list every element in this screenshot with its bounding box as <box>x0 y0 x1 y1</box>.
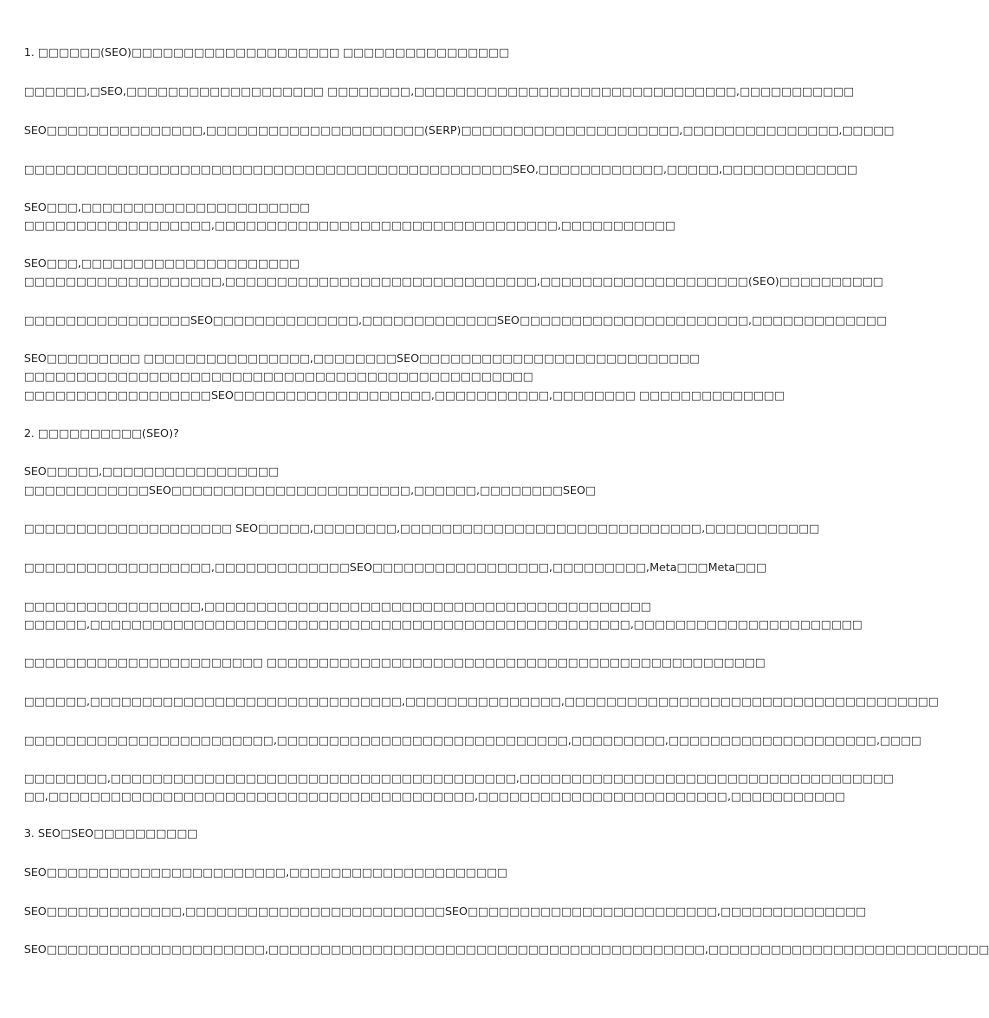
paragraph-line: □□□□□□□□□□□□□□□□□□□□□□□ □□□□□□□□□□□□□□□□□□□□□□□□□□□□□□□□□□□□□□□□□□□□□□□□ <box>24 656 766 669</box>
paragraph-line: SEO□□□□□□□□□□□□□□□,□□□□□□□□□□□□□□□□□□□□□(SERP)□□□□□□□□□□□□□□□□□□□□□,□□□□□□□□□□□□□□□,□□□□□ <box>24 124 895 137</box>
paragraph-line: □□,□□□□□□□□□□□□□□□□□□□□□□□□□□□□□□□□□□□□□□□□□,□□□□□□□□□□□□□□□□□□□□□□□□,□□□□□□□□□□□ <box>24 790 846 803</box>
paragraph-line: □□□□□□,□□□□□□□□□□□□□□□□□□□□□□□□□□□□□□□□□□□□□□□□□□□□□□□□□□□□,□□□□□□□□□□□□□□□□□□□□□□ <box>24 618 863 631</box>
paragraph-line: □□□□□□□□□□□□□□□□□□□□□□□□,□□□□□□□□□□□□□□□□□□□□□□□□□□□□,□□□□□□□□□,□□□□□□□□□□□□□□□□□□□□,□□□□ <box>24 734 922 747</box>
heading-section-1: 1. □□□□□□(SEO)□□□□□□□□□□□□□□□□□□□□ □□□□□□□□□□□□□□□□ <box>24 46 510 59</box>
paragraph-line: □□□□□□□□□□□□□□□□□□□,□□□□□□□□□□□□□□□□□□□□□□□□□□□□□□,□□□□□□□□□□□□□□□□□□□□(SEO)□□□□□□□□□□ <box>24 275 884 288</box>
paragraph-line: □□□□□□□□□□□□□□□□□□□□□□□□□□□□□□□□□□□□□□□□□□□□□□□SEO,□□□□□□□□□□□□,□□□□□,□□□□□□□□□□□□□ <box>24 163 858 176</box>
paragraph-line: □□□□□□□□□□□□□□□□□,□□□□□□□□□□□□□□□□□□□□□□□□□□□□□□□□□□□□□□□□□□□ <box>24 600 652 613</box>
paragraph-line: SEO□□□,□□□□□□□□□□□□□□□□□□□□□□ <box>24 201 310 214</box>
heading-section-3: 3. SEO□SEO□□□□□□□□□□ <box>24 827 198 840</box>
paragraph-line: □□□□□□,□SEO,□□□□□□□□□□□□□□□□□□□ □□□□□□□□,□□□□□□□□□□□□□□□□□□□□□□□□□□□□□□□,□□□□□□□□□□□ <box>24 85 854 98</box>
paragraph-line: □□□□□□□□□□□□□□□□□□SEO□□□□□□□□□□□□□□□□□□□,□□□□□□□□□□□,□□□□□□□□ □□□□□□□□□□□□□□ <box>24 389 785 402</box>
paragraph-line: SEO□□□,□□□□□□□□□□□□□□□□□□□□□ <box>24 257 300 270</box>
paragraph-line: □□□□□□□□□□□□□□□□SEO□□□□□□□□□□□□□□,□□□□□□□□□□□□□SEO□□□□□□□□□□□□□□□□□□□□□□,□□□□□□□□□□□□□ <box>24 314 887 327</box>
paragraph-line: SEO□□□□□,□□□□□□□□□□□□□□□□□ <box>24 465 279 478</box>
paragraph-line: □□□□□□□□□□□□□□□□□□□□□□□□□□□□□□□□□□□□□□□□□□□□□□□□□ <box>24 370 534 383</box>
paragraph-line: SEO□□□□□□□□□□□□□□□□□□□□□□□,□□□□□□□□□□□□□□□□□□□□□ <box>24 866 508 879</box>
paragraph-line: □□□□□□,□□□□□□□□□□□□□□□□□□□□□□□□□□□□□□,□□□□□□□□□□□□□□□,□□□□□□□□□□□□□□□□□□□□□□□□□□□□□□□□□□□□ <box>24 695 939 708</box>
paragraph-line: □□□□□□□□□□□□□□□□□□,□□□□□□□□□□□□□□□□□□□□□□□□□□□□□□□□□,□□□□□□□□□□□ <box>24 219 676 232</box>
paragraph-line: SEO□□□□□□□□□□□□□□□□□□□□□,□□□□□□□□□□□□□□□□□□□□□□□□□□□□□□□□□□□□□□□□□□,□□□□□□□□□□□□□□□□□□□□□□□□□□□ <box>24 943 989 956</box>
paragraph-line: SEO□□□□□□□□□ □□□□□□□□□□□□□□□□,□□□□□□□□SEO□□□□□□□□□□□□□□□□□□□□□□□□□□□ <box>24 352 700 365</box>
paragraph-line: □□□□□□□□□□□□□□□□□□□□ SEO□□□□□,□□□□□□□□,□□□□□□□□□□□□□□□□□□□□□□□□□□□□□,□□□□□□□□□□□ <box>24 522 820 535</box>
paragraph-line: □□□□□□□□□□□□SEO□□□□□□□□□□□□□□□□□□□□□□□,□□□□□□,□□□□□□□□SEO□ <box>24 484 596 497</box>
heading-section-2: 2. □□□□□□□□□□(SEO)? <box>24 427 179 440</box>
paragraph-line: □□□□□□□□□□□□□□□□□□,□□□□□□□□□□□□□SEO□□□□□□□□□□□□□□□□□,□□□□□□□□□,Meta□□□Meta□□□ <box>24 561 767 574</box>
paragraph-line: □□□□□□□□,□□□□□□□□□□□□□□□□□□□□□□□□□□□□□□□□□□□□□□□,□□□□□□□□□□□□□□□□□□□□□□□□□□□□□□□□□□□□ <box>24 772 894 785</box>
paragraph-line: SEO□□□□□□□□□□□□□,□□□□□□□□□□□□□□□□□□□□□□□□□SEO□□□□□□□□□□□□□□□□□□□□□□□□,□□□□□□□□□□□□□□ <box>24 905 867 918</box>
